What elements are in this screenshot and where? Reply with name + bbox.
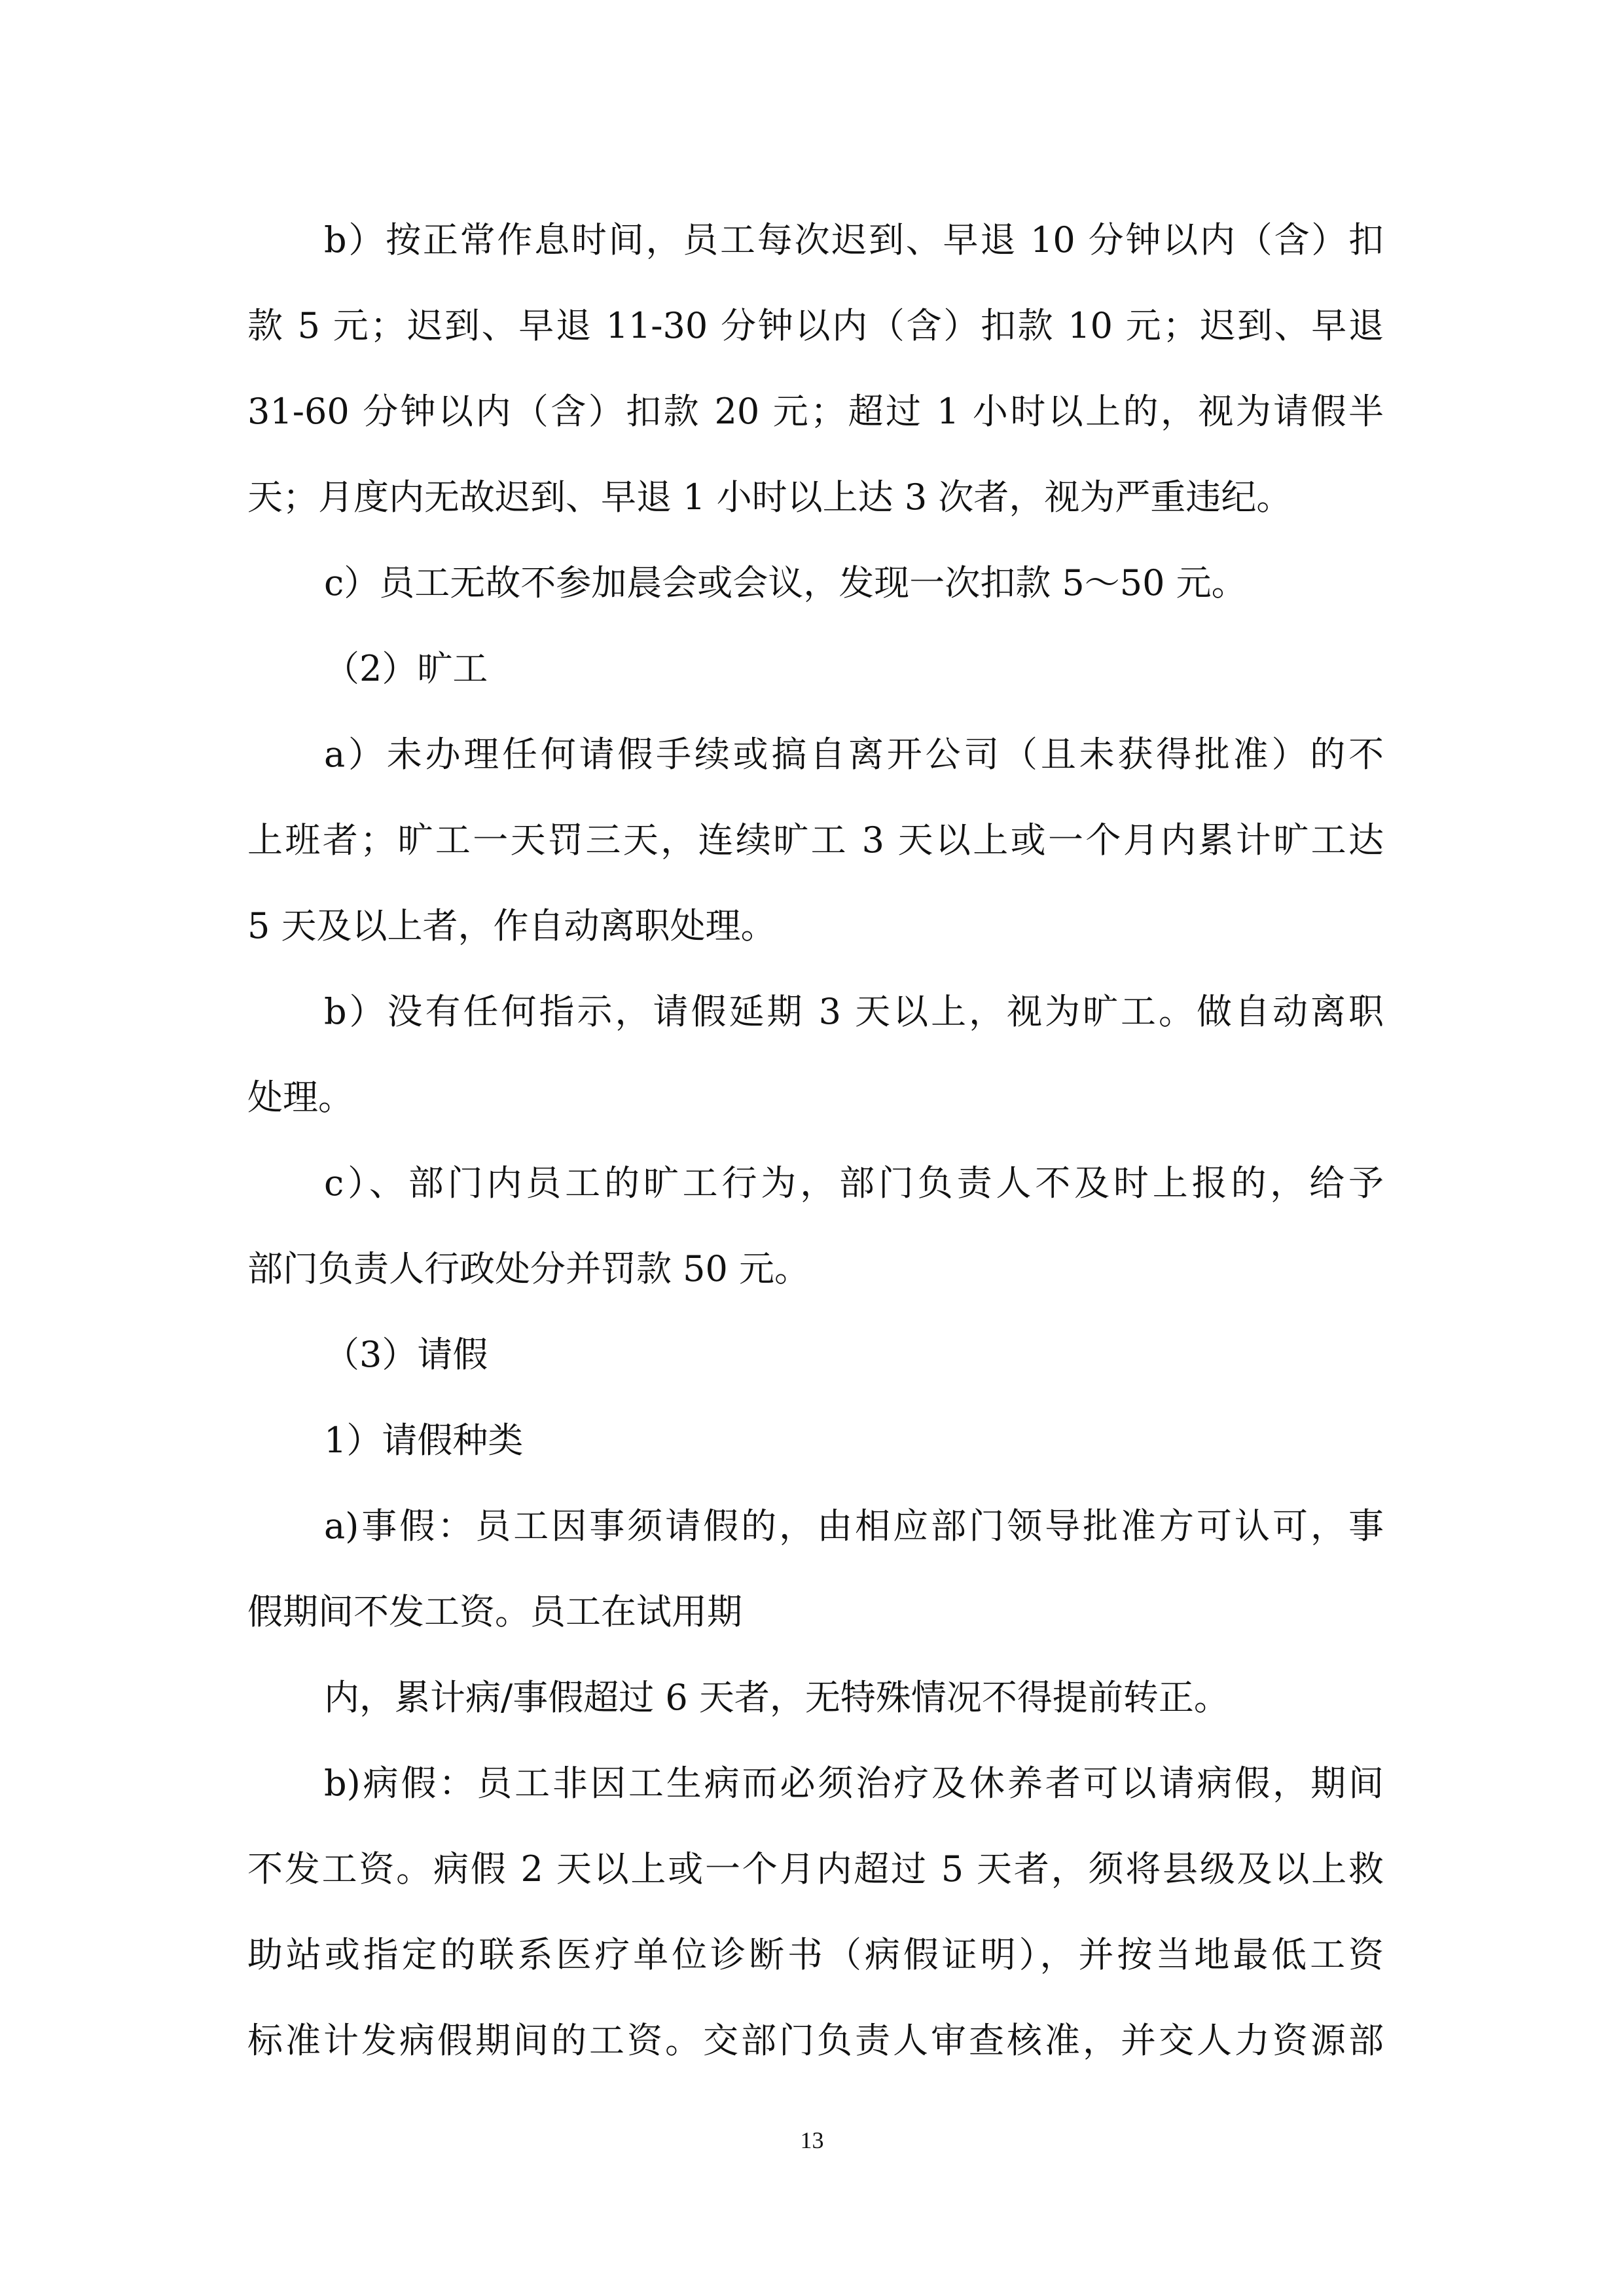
text-line: 31-60 分钟以内（含）扣款 20 元；超过 1 小时以上的，视为请假半 [247,391,1384,432]
text-line: 上班者；旷工一天罚三天，连续旷工 3 天以上或一个月内累计旷工达 [247,819,1384,861]
text-line: 助站或指定的联系医疗单位诊断书（病假证明），并按当地最低工资 [247,1934,1384,1975]
text-line: 处理。 [247,1077,353,1118]
text-line: b）没有任何指示，请假延期 3 天以上，视为旷工。做自动离职 [324,991,1384,1032]
text-line: 款 5 元；迟到、早退 11-30 分钟以内（含）扣款 10 元；迟到、早退 [247,305,1384,346]
text-line: a）未办理任何请假手续或搞自离开公司（且未获得批准）的不 [324,734,1384,775]
text-line: 天；月度内无故迟到、早退 1 小时以上达 3 次者，视为严重违纪。 [247,476,1292,518]
text-line: c）员工无故不参加晨会或会议，发现一次扣款 5～50 元。 [324,562,1247,603]
text-line: 部门负责人行政处分并罚款 50 元。 [247,1248,810,1289]
page-number: 13 [800,2127,824,2153]
text-line: 5 天及以上者，作自动离职处理。 [247,905,776,946]
section-heading: （2）旷工 [324,648,488,689]
text-line: b）按正常作息时间，员工每次迟到、早退 10 分钟以内（含）扣 [324,219,1384,260]
text-line: a)事假：员工因事须请假的，由相应部门领导批准方可认可，事 [324,1505,1384,1547]
text-line: b)病假：员工非因工生病而必须治疗及休养者可以请病假，期间 [324,1763,1384,1804]
text-line: 内，累计病/事假超过 6 天者，无特殊情况不得提前转正。 [324,1677,1229,1718]
section-heading: （3）请假 [324,1334,488,1375]
text-line: c）、部门内员工的旷工行为，部门负责人不及时上报的，给予 [324,1162,1384,1204]
text-line: 假期间不发工资。员工在试用期 [247,1591,742,1632]
text-line: 标准计发病假期间的工资。交部门负责人审查核准，并交人力资源部 [247,2020,1384,2061]
subsection-heading: 1）请假种类 [324,1420,524,1461]
body-text [247,197,1384,2083]
text-line: 不发工资。病假 2 天以上或一个月内超过 5 天者，须将县级及以上救 [247,1848,1384,1890]
